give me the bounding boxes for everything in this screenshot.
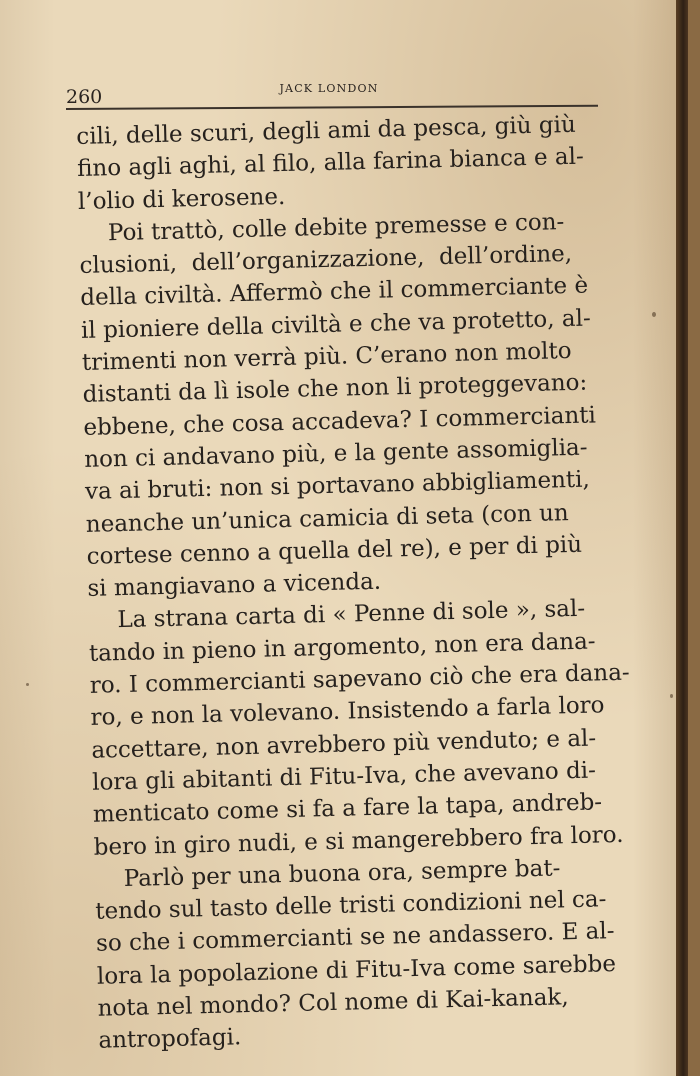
header-rule [66,105,598,110]
page-number: 260 [66,86,103,108]
text-line: non ci andavano più, e la gente assomiglia- [83,434,588,473]
text-line: cortese cenno a quella del re), e per di più [86,531,583,570]
text-line: neanche un’unica camicia di seta (con un [85,499,569,538]
text-line: ebbene, che cosa accadeva? I commercianti [83,402,597,441]
text-line: accettare, non avrebbero più venduto; e al- [91,725,597,764]
text-line: clusioni, dell’organizzazione, dell’ordine, [79,241,573,280]
running-head: JACK LONDON [279,82,379,95]
text-line: trimenti non verrà più. C’erano non molto [81,338,572,377]
paper-spot [670,694,673,698]
text-line: va ai bruti: non si portavano abbigliamenti, [84,466,591,506]
text-line: lora gli abitanti di Fitu-Iva, che avevano di- [91,757,597,796]
text-line: Parlò per una buona ora, sempre bat- [94,855,561,893]
paper-spot [652,312,656,317]
text-line: tendo sul tasto delle tristi condizioni nel ca- [95,886,607,925]
text-line: antropofagi. [98,1024,242,1055]
text-line: menticato come si fa a fare la tapa, andreb- [92,789,603,829]
text-line: cili, delle scuri, degli ami da pesca, giù giù [76,111,577,150]
text-line: so che i commercianti se ne andassero. E al- [95,918,615,958]
text-line: ro, e non la volevano. Insistendo a farla loro [90,692,605,732]
text-line: distanti da lì isole che non li proteggevano: [82,369,588,409]
page-edge [676,0,688,1076]
paper-spot [26,683,29,686]
text-line: della civiltà. Affermò che il commerciante è [80,273,589,312]
text-line: Poi trattò, colle debite premesse e con- [78,208,565,247]
text-line: si mangiavano a vicenda. [87,568,382,603]
text-line: bero in giro nudi, e si mangerebbero fra loro. [93,821,624,861]
text-line: fino agli aghi, al filo, alla farina bianca e al- [76,143,585,183]
text-line: La strana carta di « Penne di sole », sal- [87,596,586,635]
text-line: ro. I commercianti sapevano ciò che era dana- [89,659,630,699]
text-line: nota nel mondo? Col nome di Kai-kanak, [97,984,569,1022]
text-line: l’olio di kerosene. [77,183,286,215]
text-line: lora la popolazione di Fitu-Iva come sarebbe [96,950,617,990]
text-line: il pioniere della civiltà e che va protetto, al- [80,305,591,344]
text-line: tando in pieno in argomento, non era dana- [88,628,596,667]
page-header [60,78,598,108]
body-text [76,108,639,1058]
